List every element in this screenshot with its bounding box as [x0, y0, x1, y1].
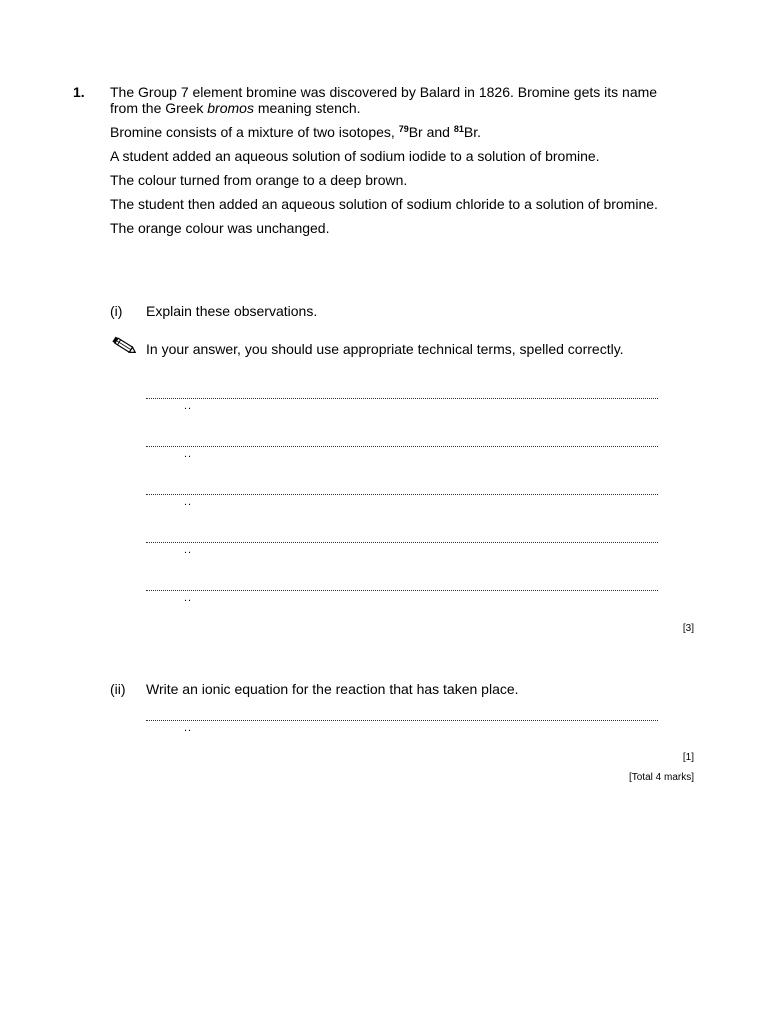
pencil-icon — [111, 335, 139, 357]
observation1-text: The colour turned from orange to a deep brown. — [110, 172, 408, 188]
intro-line: The Group 7 element bromine was discovered by Balard in 1826. Bromine gets its name from the Greek — [110, 84, 658, 116]
question-number: 1. — [73, 84, 85, 100]
part-ii-label: (ii) — [110, 681, 126, 697]
part-i-prompt: Explain these observations. — [146, 303, 318, 319]
intro-end: meaning stench. — [257, 100, 361, 116]
answer-line-i-1[interactable] — [146, 392, 658, 428]
answer-line-tail: .. — [184, 544, 193, 556]
answer-line-i-5[interactable] — [146, 584, 658, 620]
question-stem — [110, 84, 670, 244]
answer-line-i-2[interactable] — [146, 440, 658, 476]
observation2-text: The orange colour was unchanged. — [110, 220, 330, 236]
intro-paragraph — [110, 84, 670, 116]
isotope-paragraph — [110, 124, 670, 140]
experiment2-text: The student then added an aqueous solution of sodium chloride to a solution of bromine. — [110, 196, 658, 212]
answer-line-tail: .. — [184, 400, 193, 412]
part-ii-marks: [1] — [682, 752, 694, 763]
isotope-text: Bromine consists of a mixture of two isotopes, — [110, 124, 395, 140]
answer-line-tail: .. — [184, 592, 193, 604]
isotope1-symbol: Br — [408, 124, 423, 140]
isotope2-symbol: Br. — [463, 124, 481, 140]
answer-line-tail: .. — [184, 722, 193, 734]
answer-line-tail: .. — [184, 496, 193, 508]
isotope1-mass: 79 — [398, 124, 409, 134]
answer-line-ii-1[interactable] — [146, 714, 658, 750]
part-ii-prompt: Write an ionic equation for the reaction that has taken place. — [146, 681, 519, 697]
isotope2-mass: 81 — [453, 124, 464, 134]
isotope-and: and — [426, 124, 450, 140]
total-marks: [Total 4 marks] — [628, 772, 694, 783]
part-i-marks: [3] — [682, 623, 694, 634]
part-i-label: (i) — [110, 303, 123, 319]
answer-line-i-3[interactable] — [146, 488, 658, 524]
intro-italic-word: bromos — [207, 100, 254, 116]
answer-line-i-4[interactable] — [146, 536, 658, 572]
quality-note: In your answer, you should use appropriate technical terms, spelled correctly. — [146, 341, 624, 357]
experiment1-text: A student added an aqueous solution of sodium iodide to a solution of bromine. — [110, 148, 600, 164]
answer-line-tail: .. — [184, 448, 193, 460]
